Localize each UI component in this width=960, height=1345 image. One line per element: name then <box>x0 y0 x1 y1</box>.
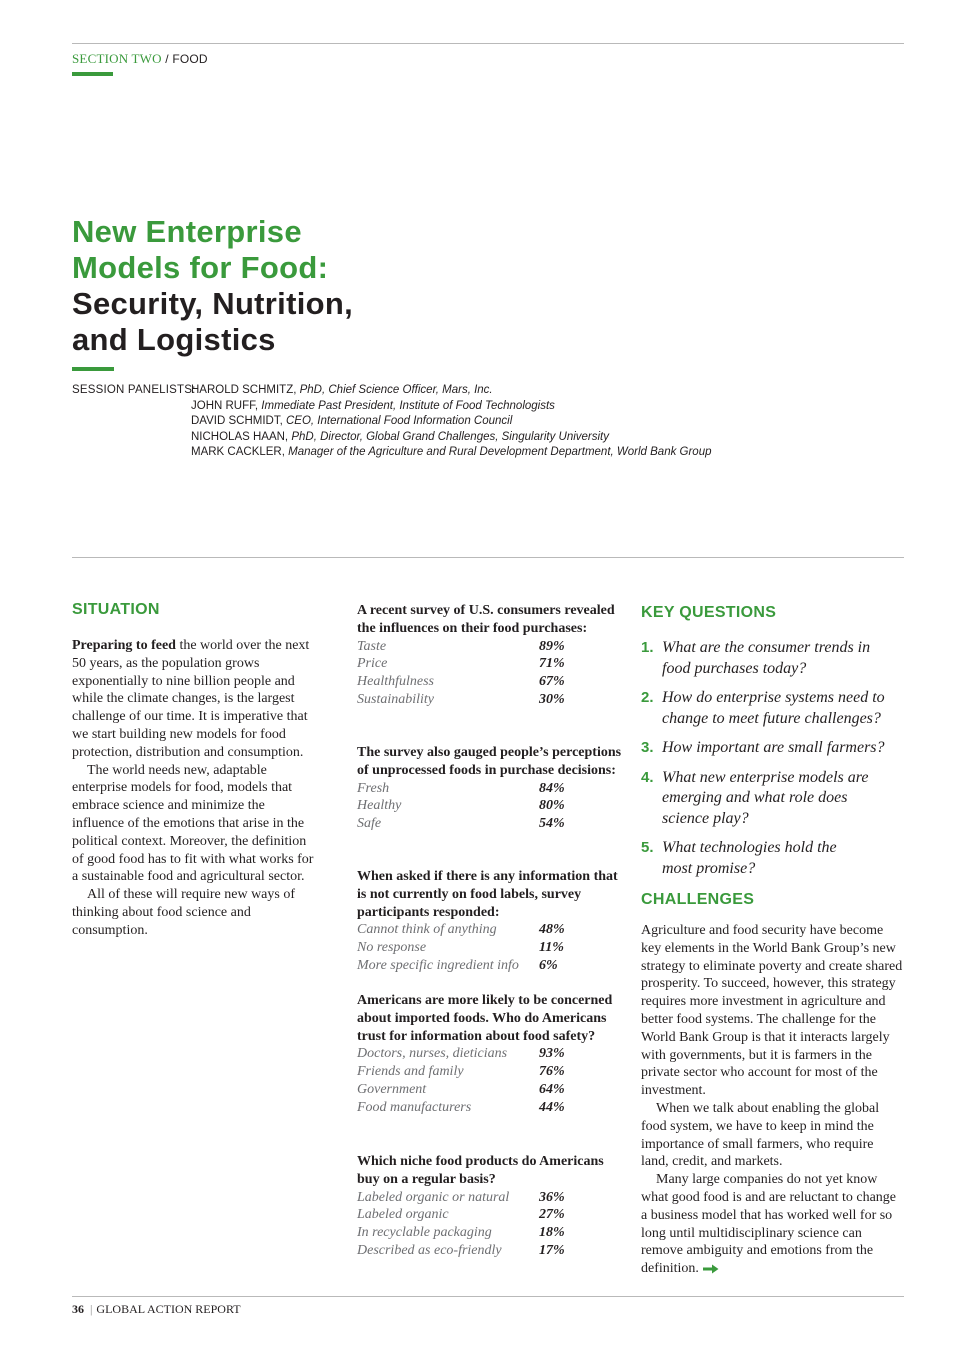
situation-paragraph: All of these will require new ways of thinking about food science and consumption. <box>72 887 295 938</box>
panelist <box>191 445 712 461</box>
publication-name: GLOBAL ACTION REPORT <box>96 1302 241 1316</box>
panelist <box>191 414 712 430</box>
challenges-text: Many large companies do not yet know what good food is and are reluctant to change a business model that has worked well for so long until multidisciplinary science can remove ambiguity and emotions from the definition. <box>641 1172 897 1277</box>
survey-block <box>357 868 627 975</box>
survey-question: A recent survey of U.S. consumers revealed the influences on their food purchases: <box>357 603 615 636</box>
title-accent-bar <box>72 367 114 371</box>
situation-lead: Preparing to feed <box>72 638 176 653</box>
situation-paragraph: The world needs new, adaptable enterprise models for food, models that embrace science and minimize the influence of the emotions that arise in the political context. Moreover, the definition of good food has to fit with what works for a sustainable food and agricultural sector. <box>72 762 314 885</box>
question-number: 4. <box>641 768 654 786</box>
survey-item-label: In recyclable packaging <box>357 1225 492 1241</box>
survey-item-value: 18% <box>539 1225 565 1241</box>
panelist-name: MARK CACKLER, <box>191 446 285 458</box>
survey-item-label: Healthfulness <box>357 674 434 690</box>
section-accent-bar <box>72 72 113 76</box>
panelist-name: NICHOLAS HAAN, <box>191 430 289 443</box>
survey-item-value: 36% <box>539 1189 565 1205</box>
survey-item-label: Sustainability <box>357 691 434 707</box>
survey-item-label: Friends and family <box>357 1064 464 1080</box>
question-number: 1. <box>641 639 654 656</box>
page-footer <box>72 1302 241 1317</box>
situation-heading: SITUATION <box>72 601 160 618</box>
panelist <box>191 399 712 415</box>
panelist-role: PhD, Director, Global Grand Challenges, Singularity University <box>288 430 610 443</box>
question-number: 2. <box>641 689 654 706</box>
question-text: What new enterprise models are emerging and what role does science play? <box>662 768 869 827</box>
survey-item <box>357 691 627 709</box>
panelist-name: DAVID SCHMIDT, <box>191 415 283 427</box>
survey-question: When asked if there is any information that is not currently on food labels, survey participants responded: <box>357 869 618 920</box>
survey-item-value: 44% <box>539 1099 565 1115</box>
survey-item-value: 80% <box>539 798 565 814</box>
survey-question: The survey also gauged people’s perceptions of unprocessed foods in purchase decisions: <box>357 745 622 778</box>
survey-item-label: Safe <box>357 816 382 832</box>
survey-item <box>357 1224 627 1242</box>
survey-block <box>357 744 627 833</box>
question-number: 3. <box>641 739 654 756</box>
survey-item-label: Price <box>357 656 388 672</box>
survey-item-value: 27% <box>539 1207 565 1223</box>
survey-item <box>357 1045 627 1063</box>
key-question <box>641 638 871 679</box>
survey-item <box>357 939 627 957</box>
section-label <box>72 51 208 67</box>
survey-item-label: No response <box>357 940 427 956</box>
continue-arrow-icon <box>703 1264 719 1274</box>
panelist-role: PhD, Chief Science Officer, Mars, Inc. <box>296 384 493 396</box>
panelist-role: CEO, International Food Information Council <box>282 415 513 427</box>
question-text: What technologies hold the most promise? <box>662 839 837 877</box>
survey-item <box>357 957 627 975</box>
question-text: How do enterprise systems need to change to meet future challenges? <box>662 689 885 727</box>
survey-item <box>357 1081 627 1099</box>
survey-item-value: 6% <box>539 957 558 973</box>
survey-item-value: 89% <box>539 638 565 654</box>
key-questions-heading: KEY QUESTIONS <box>641 604 777 621</box>
question-number: 5. <box>641 839 654 856</box>
panelist <box>191 430 712 446</box>
challenges-heading: CHALLENGES <box>641 891 755 908</box>
survey-item <box>357 815 627 833</box>
title-line-4: and Logistics <box>72 322 276 357</box>
question-text: How important are small farmers? <box>662 739 885 756</box>
key-question <box>641 768 891 830</box>
mid-rule <box>72 557 904 558</box>
key-questions-list <box>641 638 911 879</box>
survey-item <box>357 1242 627 1260</box>
panelist-name: JOHN RUFF, <box>191 399 259 412</box>
survey-item-label: Healthy <box>357 798 402 814</box>
panelist-name: HAROLD SCHMITZ, <box>191 384 297 396</box>
survey-item-label: Cannot think of anything <box>357 922 497 938</box>
survey-item-value: 17% <box>539 1242 565 1258</box>
title-line-1: New Enterprise <box>72 214 302 249</box>
survey-item-label: Fresh <box>357 780 390 796</box>
challenges-body <box>641 922 903 1278</box>
survey-item <box>357 673 627 691</box>
survey-block <box>357 602 627 709</box>
survey-item-label: More specific ingredient info <box>357 957 519 973</box>
survey-item-label: Labeled organic or natural <box>357 1189 510 1205</box>
survey-item <box>357 1189 627 1207</box>
key-question <box>641 738 906 759</box>
survey-item-value: 67% <box>539 674 565 690</box>
survey-item-label: Described as eco-friendly <box>357 1242 502 1258</box>
panelists-list <box>191 383 712 461</box>
situation-text: the world over the next 50 years, as the population grows exponentially to nine billion people and while the climate changes, is the largest challenge of our time. It is imperative that we start building new models for food protection, distribution and consumption. <box>72 638 310 760</box>
survey-item <box>357 1099 627 1117</box>
challenges-paragraph: When we talk about enabling the global food system, we have to keep in mind the importance of small farmers, who require land, credit, and markets. <box>641 1100 880 1170</box>
panelists-label: SESSION PANELISTS: <box>72 384 196 396</box>
situation-paragraph <box>72 637 320 762</box>
footer-separator: | <box>90 1302 93 1316</box>
survey-item <box>357 1206 627 1224</box>
survey-item-value: 48% <box>539 922 565 938</box>
section-slash: / <box>161 52 173 66</box>
challenges-paragraph <box>641 1171 903 1278</box>
survey-item-label: Government <box>357 1081 427 1097</box>
section-name: SECTION TWO <box>72 51 162 66</box>
survey-item-label: Doctors, nurses, dieticians <box>357 1046 508 1062</box>
survey-item-label: Labeled organic <box>357 1207 449 1223</box>
survey-question: Americans are more likely to be concerned about imported foods. Who do Americans trust for information about food safety? <box>357 993 613 1044</box>
survey-item-value: 11% <box>539 940 564 956</box>
survey-block <box>357 1153 627 1260</box>
question-text: What are the consumer trends in food purchases today? <box>662 639 871 677</box>
survey-item-value: 54% <box>539 816 565 832</box>
survey-item-value: 30% <box>539 691 565 707</box>
survey-item-value: 76% <box>539 1064 565 1080</box>
panelist <box>191 383 712 399</box>
panelist-role: Manager of the Agriculture and Rural Development Department, World Bank Group <box>284 446 712 458</box>
survey-question: Which niche food products do Americans buy on a regular basis? <box>357 1154 604 1187</box>
survey-item-value: 71% <box>539 656 565 672</box>
survey-item <box>357 797 627 815</box>
page-number: 36 <box>72 1302 84 1316</box>
survey-item <box>357 780 627 798</box>
survey-item-value: 84% <box>539 780 565 796</box>
footer-rule <box>72 1296 904 1297</box>
title-line-2: Models for Food: <box>72 250 329 285</box>
panelist-role: Immediate Past President, Institute of Food Technologists <box>258 399 555 412</box>
survey-block <box>357 992 627 1117</box>
survey-item <box>357 1063 627 1081</box>
title-line-3: Security, Nutrition, <box>72 286 354 321</box>
survey-item <box>357 638 627 656</box>
survey-item-value: 64% <box>539 1081 565 1097</box>
survey-item-value: 93% <box>539 1046 565 1062</box>
situation-body <box>72 637 320 940</box>
key-question <box>641 838 856 879</box>
key-question <box>641 688 903 729</box>
survey-item <box>357 921 627 939</box>
challenges-paragraph: Agriculture and food security have become key elements in the World Bank Group’s new strategy to eliminate poverty and create shared prosperity. To succeed, however, this strategy requires more investment in agriculture and better food systems. The challenge for the World Bank Group is that it interacts largely with governments, but it is farmers in the private sector who account for most of the investment. <box>641 923 903 1099</box>
survey-item-label: Food manufacturers <box>357 1099 472 1115</box>
survey-item-label: Taste <box>357 638 387 654</box>
top-rule <box>72 43 904 44</box>
section-topic: FOOD <box>172 52 208 66</box>
survey-item <box>357 655 627 673</box>
page-title <box>72 214 353 358</box>
